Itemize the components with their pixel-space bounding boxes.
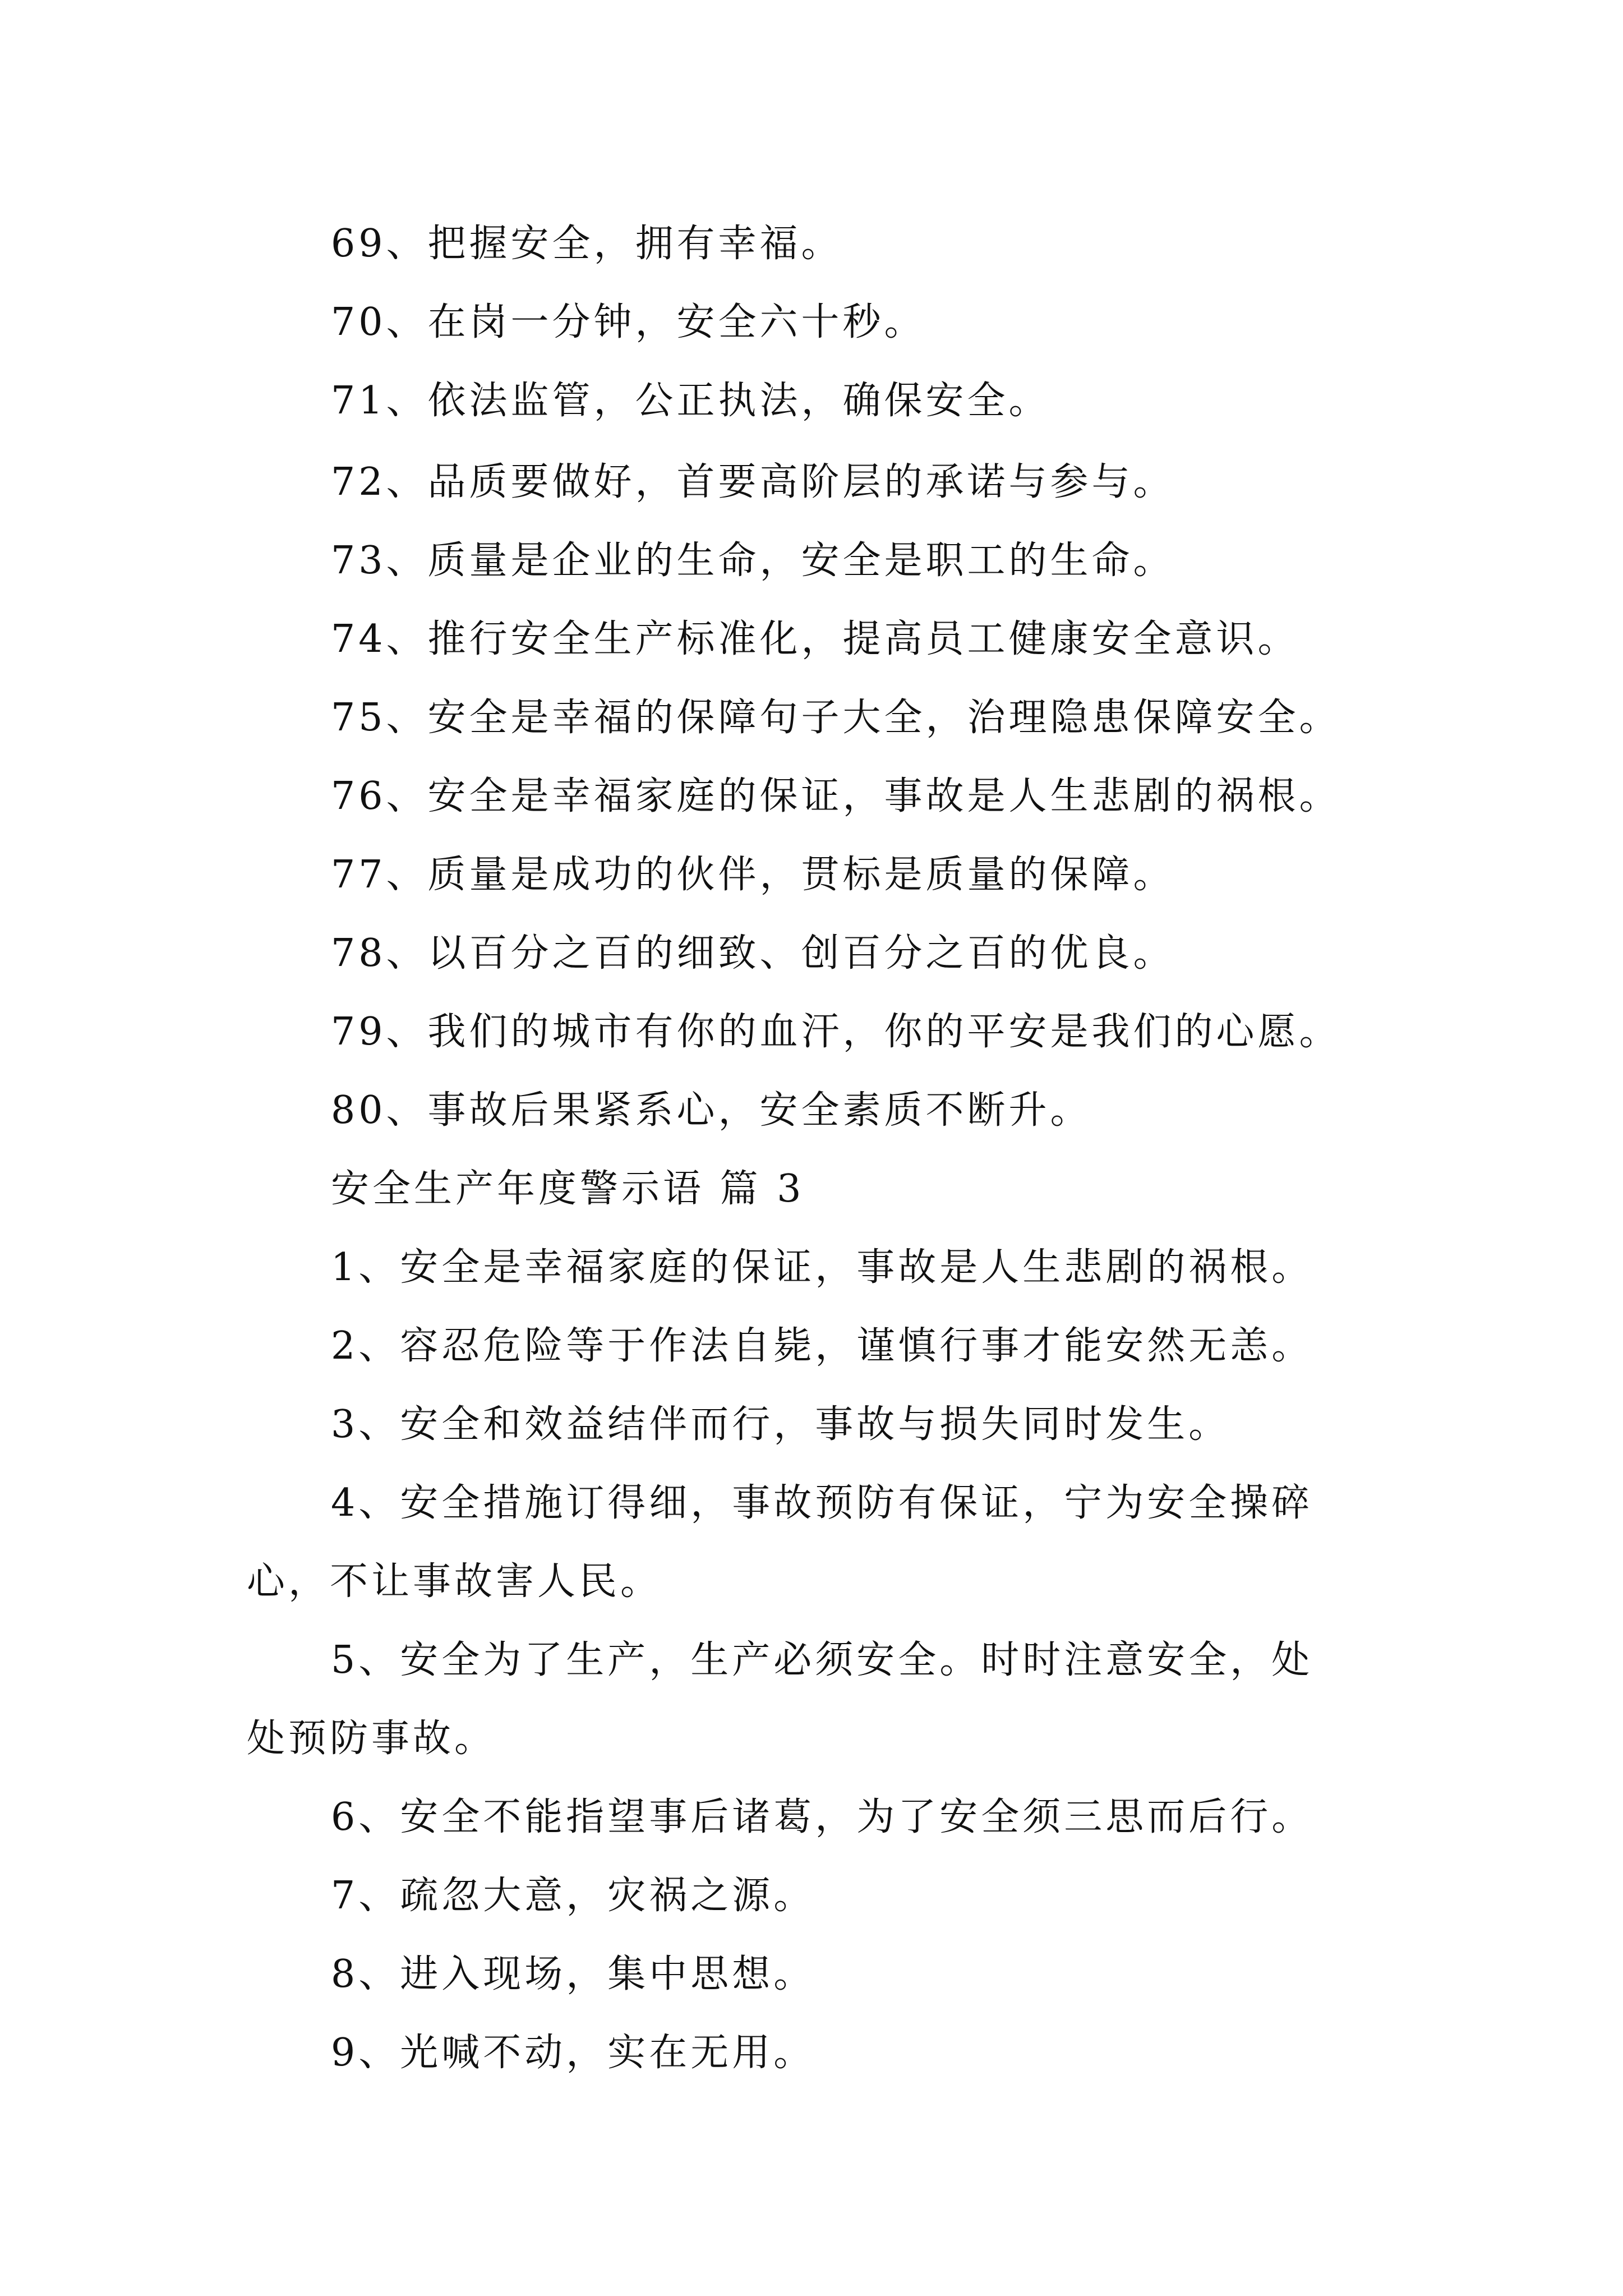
slogan-line-75: 75、安全是幸福的保障句子大全，治理隐患保障安全。	[331, 696, 1341, 740]
slogan-line-77: 77、质量是成功的伙伴，贯标是质量的保障。	[331, 853, 1175, 897]
slogan-line-69: 69、把握安全，拥有幸福。	[331, 222, 843, 266]
slogan-line-79: 79、我们的城市有你的血汗，你的平安是我们的心愿。	[331, 1010, 1341, 1054]
slogan-line-72: 72、品质要做好，首要高阶层的承诺与参与。	[331, 460, 1175, 504]
slogan-line-78: 78、以百分之百的细致、创百分之百的优良。	[331, 931, 1175, 976]
slogan-line-74: 74、推行安全生产标准化，提高员工健康安全意识。	[331, 617, 1299, 661]
section-line-4-cont: 心，不让事故害人民。	[247, 1559, 662, 1604]
section-heading: 安全生产年度警示语 篇 3	[331, 1167, 805, 1211]
section-line-5: 5、安全为了生产，生产必须安全。时时注意安全，处	[331, 1638, 1313, 1682]
slogan-line-76: 76、安全是幸福家庭的保证，事故是人生悲剧的祸根。	[331, 774, 1341, 818]
section-line-6: 6、安全不能指望事后诸葛，为了安全须三思而后行。	[331, 1795, 1313, 1839]
section-line-4: 4、安全措施订得细，事故预防有保证，宁为安全操碎	[331, 1481, 1313, 1525]
section-line-5-cont: 处预防事故。	[247, 1717, 496, 1761]
section-line-3: 3、安全和效益结伴而行，事故与损失同时发生。	[331, 1402, 1230, 1447]
section-line-1: 1、安全是幸福家庭的保证，事故是人生悲剧的祸根。	[331, 1245, 1313, 1290]
section-line-7: 7、疏忽大意，灾祸之源。	[331, 1874, 815, 1918]
slogan-line-70: 70、在岗一分钟，安全六十秒。	[331, 300, 926, 344]
section-line-9: 9、光喊不动，实在无用。	[331, 2031, 815, 2075]
slogan-line-80: 80、事故后果紧系心，安全素质不断升。	[331, 1088, 1092, 1133]
slogan-line-73: 73、质量是企业的生命，安全是职工的生命。	[331, 539, 1175, 583]
section-line-2: 2、容忍危险等于作法自毙，谨慎行事才能安然无恙。	[331, 1324, 1313, 1368]
slogan-line-71: 71、依法监管，公正执法，确保安全。	[331, 379, 1050, 423]
section-line-8: 8、进入现场，集中思想。	[331, 1952, 815, 1996]
